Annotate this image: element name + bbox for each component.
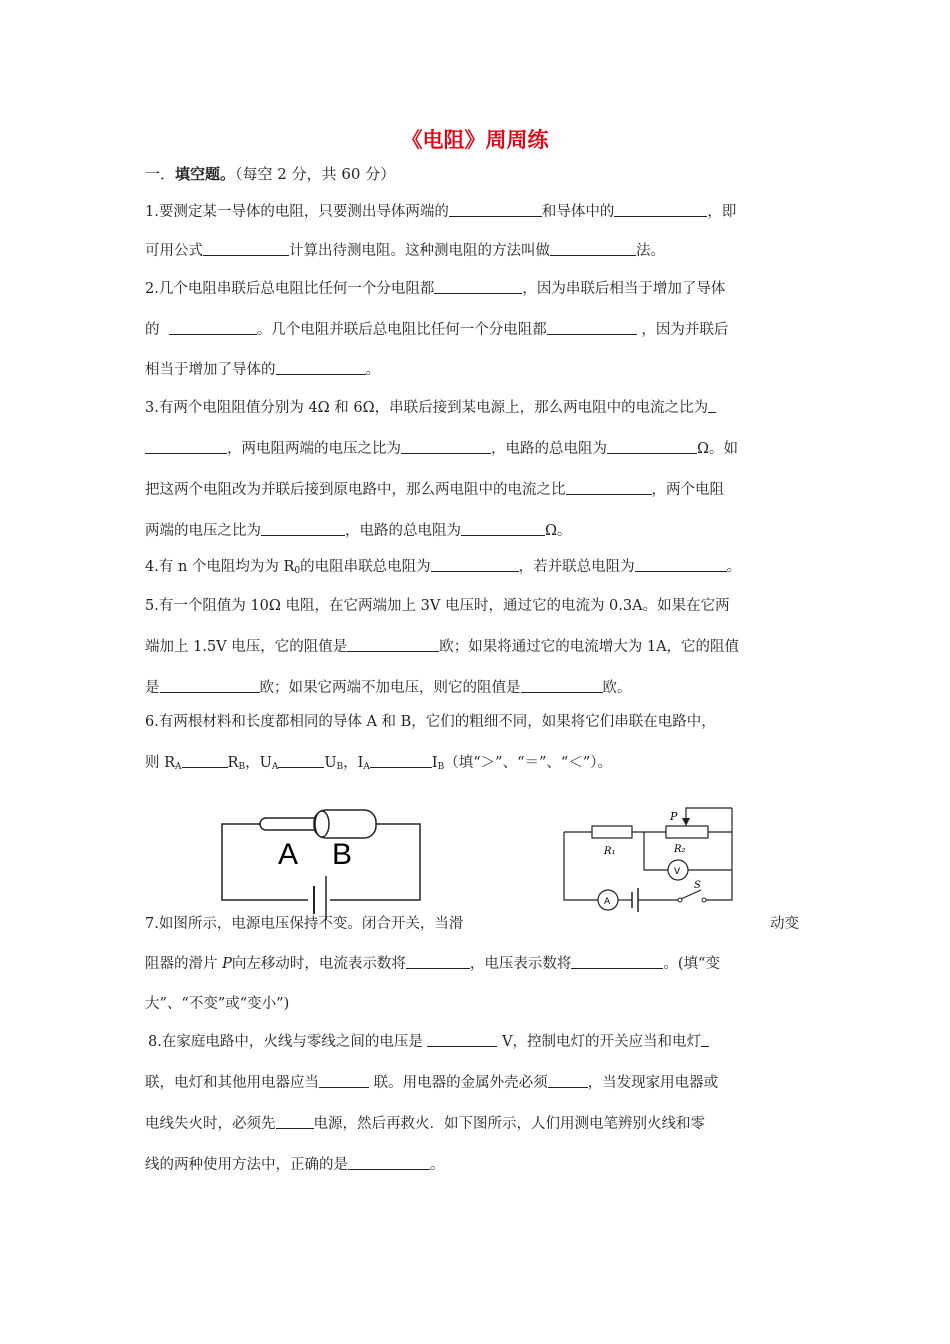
rheostat-circuit-figure [558, 802, 748, 914]
text: 1.要测定某一导体的电阻，只要测出导体两端的 [145, 204, 449, 220]
text: （填“＞”、“＝”、“＜”）。 [444, 755, 612, 771]
conductor-label-a: A [278, 838, 299, 871]
question-2-line-3 [145, 358, 380, 379]
answer-blank[interactable] [461, 521, 545, 536]
answer-blank[interactable] [449, 202, 542, 217]
question-6-line-2 [145, 751, 612, 772]
text: Ω。 [545, 523, 572, 539]
section-heading [145, 163, 395, 184]
text: 3.有两个电阻阻值分别为 4Ω 和 6Ω，串联后接到某电源上，那么两电阻中的电流之比为 [145, 400, 709, 416]
text: ，电压表示数将 [469, 956, 572, 972]
conductor-circuit-figure [210, 800, 430, 920]
answer-blank[interactable] [550, 241, 636, 256]
text: ，因为并联后 [641, 322, 729, 338]
subscript: B [437, 762, 445, 772]
text: ，因为串联后相当于增加了导体 [522, 281, 726, 297]
answer-blank[interactable] [427, 1032, 497, 1047]
question-3-line-3 [145, 478, 724, 499]
answer-blank[interactable] [548, 1073, 588, 1088]
text: ，两个电阻 [651, 482, 724, 498]
answer-blank[interactable] [431, 557, 519, 572]
question-7-line-3 [145, 992, 289, 1013]
text: 7.如图所示，电源电压保持不变。闭合开关，当滑 [145, 916, 464, 932]
question-6-line-1 [145, 710, 716, 731]
text: 计算出待测电阻。这种测电阻的方法叫做 [289, 243, 550, 259]
text: 相当于增加了导体的 [145, 362, 276, 378]
text: 。 [430, 1157, 445, 1173]
conductor-label-b: B [332, 838, 353, 871]
text: 大”、“不变”或“变小”) [145, 996, 290, 1012]
text: ，电路的总电阻为 [345, 523, 461, 539]
text: 的电阻串联总电阻为 [300, 559, 431, 575]
question-8-line-1 [148, 1030, 709, 1051]
text: 。 [365, 362, 380, 378]
answer-blank[interactable] [261, 521, 345, 536]
subscript: A [175, 762, 182, 772]
answer-blank[interactable] [571, 954, 663, 969]
answer-blank[interactable] [370, 753, 432, 768]
rheostat-r2 [666, 826, 708, 838]
text: 欧；如果它两端不加电压，则它的阻值是 [259, 680, 521, 696]
question-8-line-2 [145, 1071, 718, 1092]
question-7-line-1-end: 动变 [770, 916, 799, 932]
text: R [227, 755, 239, 771]
label-v: V [674, 867, 681, 877]
text: 两端的电压之比为 [145, 523, 261, 539]
text: 和导体中的 [541, 204, 615, 220]
answer-blank[interactable] [276, 360, 366, 375]
text: 5.有一个阻值为 10Ω 电阻，在它两端加上 3V 电压时，通过它的电流为 0.3A。如果在它两 [145, 598, 730, 614]
answer-blank[interactable] [276, 1114, 314, 1129]
text: 。 [726, 559, 742, 575]
answer-blank[interactable] [521, 678, 603, 693]
answer-blank[interactable] [607, 439, 697, 454]
question-8-line-3 [145, 1112, 705, 1133]
question-5-line-3 [145, 676, 632, 697]
text: 可用公式 [145, 243, 203, 259]
text: ，电路的总电阻为 [491, 441, 607, 457]
answer-blank[interactable] [635, 557, 727, 572]
slider-arrow [682, 818, 690, 826]
text: I [431, 755, 438, 771]
text: 联，电灯和其他用电器应当 [145, 1075, 319, 1091]
question-5-line-1 [145, 594, 730, 615]
text: 。几个电阻并联后总电阻比任何一个分电阻都 [256, 322, 547, 338]
text: 端加上 1.5V 电压，它的阻值是 [145, 639, 348, 655]
answer-blank[interactable] [203, 241, 289, 256]
text: 联。用电器的金属外壳必须 [373, 1075, 548, 1091]
text: 则 R [145, 755, 176, 771]
answer-blank[interactable] [182, 753, 228, 768]
answer-blank[interactable] [406, 954, 470, 969]
question-7-line-2 [145, 952, 720, 973]
answer-blank[interactable] [319, 1073, 369, 1088]
text: U [324, 755, 337, 771]
answer-blank[interactable] [145, 439, 227, 454]
text: 是 [145, 680, 160, 696]
text: ，即 [707, 204, 737, 220]
answer-blank[interactable] [708, 398, 716, 413]
question-5-line-2 [145, 635, 739, 656]
label-r1: R₁ [604, 846, 616, 857]
page-title: 《电阻》周周练 [401, 128, 549, 152]
answer-blank[interactable] [547, 320, 637, 335]
answer-blank[interactable] [566, 480, 652, 495]
section-number: 一． [145, 165, 176, 183]
section-title: 填空题。 [175, 165, 236, 183]
answer-blank[interactable] [278, 753, 324, 768]
question-8-line-4 [145, 1153, 445, 1174]
text: 欧；如果将通过它的电流增大为 1A，它的阻值 [439, 639, 740, 655]
question-2-line-2 [145, 318, 728, 339]
answer-blank[interactable] [401, 439, 491, 454]
text: ，U [245, 755, 272, 771]
answer-blank[interactable] [701, 1032, 709, 1047]
text: 4.有 n 个电阻均为为 R [145, 559, 295, 575]
text: 。(填“变 [663, 956, 720, 972]
answer-blank[interactable] [169, 320, 257, 335]
question-3-line-2 [145, 437, 738, 458]
text: 向左移动时，电流表示数将 [231, 956, 406, 972]
text: Ω。如 [697, 441, 739, 457]
text: 线的两种使用方法中，正确的是 [145, 1157, 348, 1173]
resistor-r1 [592, 826, 632, 838]
text: 电线失火时，必须先 [145, 1116, 276, 1132]
text: 8.在家庭电路中，火线与零线之间的电压是 [148, 1034, 423, 1050]
text: 电源，然后再救火．如下图所示，人们用测电笔辨别火线和零 [313, 1116, 705, 1132]
answer-blank[interactable] [434, 279, 522, 294]
question-1-line-2 [145, 239, 665, 260]
question-2-line-1 [145, 277, 725, 298]
answer-blank[interactable] [348, 1155, 430, 1170]
subscript: B [336, 762, 344, 772]
label-r2: R₂ [674, 844, 686, 855]
text: 欧。 [602, 680, 632, 696]
text: ，两电阻两端的电压之比为 [227, 441, 401, 457]
text: 法。 [636, 243, 665, 259]
answer-blank[interactable] [614, 202, 707, 217]
text: 2.几个电阻串联后总电阻比任何一个分电阻都 [145, 281, 435, 297]
switch [681, 890, 701, 899]
text: ，若并联总电阻为 [518, 559, 635, 575]
text: 阻器的滑片 [145, 956, 223, 972]
text: ，I [343, 755, 364, 771]
answer-blank[interactable] [160, 678, 260, 693]
question-3-line-1 [145, 396, 716, 417]
text: P [222, 956, 232, 972]
subscript: 0 [294, 566, 301, 576]
question-3-line-4 [145, 519, 572, 540]
text: 把这两个电阻改为并联后接到原电路中，那么两电阻中的电流之比 [145, 482, 566, 498]
text: 6.有两根材料和长度都相同的导体 A 和 B，它们的粗细不同，如果将它们串联在电路中， [145, 714, 716, 730]
question-1-line-1 [145, 200, 736, 221]
label-a: A [604, 897, 611, 907]
subscript: A [363, 762, 370, 772]
label-p: P [670, 810, 678, 823]
text: ，当发现家用电器或 [587, 1075, 719, 1091]
label-s: S [694, 880, 701, 891]
text: V，控制电灯的开关应当和电灯 [502, 1034, 702, 1050]
text: 的 [145, 322, 160, 338]
question-7-line-1 [145, 912, 463, 933]
subscript: A [271, 762, 279, 772]
subscript: B [238, 762, 246, 772]
question-4 [145, 555, 741, 576]
section-note: （每空 2 分，共 60 分） [235, 165, 396, 183]
answer-blank[interactable] [347, 637, 439, 652]
